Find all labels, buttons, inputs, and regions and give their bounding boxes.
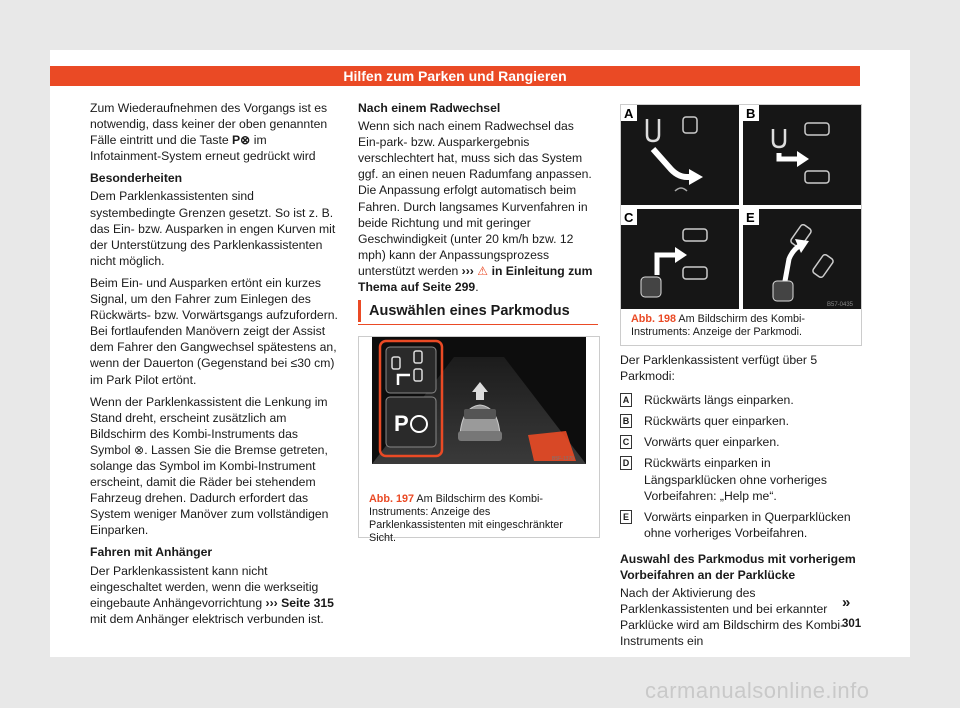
paragraph: Beim Ein- und Ausparken ertönt ein kurzes Signal, um den Fahrer zum Einlegen des Rückwärts- bzw. Vorwärtsgangs aufzufordern. Bei fortlaufenden Manövern zeigt der Assist dem Fahrer den Gangwechsel spätestens an, wenn der Dauerton (Gegenstand bei ≤30 cm) im Park Pilot ertönt. (90, 275, 338, 387)
list-item (620, 455, 860, 503)
text: Vorwärts einparken in Querparklücken ohne vorheriges Vorbeifahren. (644, 509, 851, 540)
figure-code: B57-0435 (827, 302, 854, 308)
figure-198 (620, 104, 862, 346)
text: Rückwärts einparken in Längsparklücken ohne vorheriges Vorbeifahren: „Help me“. (644, 456, 827, 503)
paragraph: Der Parklenkassistent verfügt über 5 Parkmodi: (620, 353, 818, 384)
parking-modes-image (621, 105, 861, 309)
parking-button-icon: P⊗ (232, 133, 251, 148)
text: Der Parklenkassistent kann nicht eingeschaltet werden, wenn die werkseitig eingebaute Anhängevorrichtung (90, 563, 319, 610)
page-reference-link[interactable]: in Einleitung zum Thema auf Seite 299 (358, 263, 593, 295)
figure-number: Abb. 197 (369, 493, 415, 505)
heading-besonderheiten: Besonderheiten (90, 171, 183, 186)
heading-anhaenger: Fahren mit Anhänger (90, 545, 213, 560)
cluster-display-image (372, 337, 586, 464)
figure-number: Abb. 198 (631, 313, 677, 325)
paragraph (90, 100, 340, 164)
text: Vorwärts quer einparken. (644, 435, 780, 450)
watermark: carmanualsonline.info (645, 678, 870, 703)
page-number: 301 (842, 618, 862, 630)
column-3 (620, 352, 860, 656)
text: Wenn der Parklenkassistent die Lenkung im Stand dreht, erscheint zusätzlich am Bildschirm des Kombi-Instruments das Symbol (90, 394, 328, 457)
panel-label: E (746, 210, 755, 225)
parking-modes-illustration (621, 105, 861, 309)
list-item (620, 413, 860, 429)
caption-text: Am Bildschirm des Kombi-Instruments: Anzeige des Parklenkassistenten mit eingeschränkter Sicht. (369, 493, 563, 544)
paragraph: Dem Parklenkassistenten sind systembedingte Grenzen gesetzt. So ist z. B. das Ein- bzw. Ausparken in engen Kurven mit der Unterstützung des Parklenkassistenten nicht möglich. (90, 189, 336, 268)
text: Rückwärts quer einparken. (644, 414, 789, 429)
section-divider (358, 324, 598, 325)
text: im Infotainment-System erneut gedrückt wird (90, 133, 316, 164)
steering-wheel-icon: ⊗ (134, 442, 145, 457)
heading-auswahl: Auswahl des Parkmodus mit vorherigem Vorbeifahren an der Parklücke (620, 551, 856, 583)
figure-code: B5F-1370 (552, 456, 574, 462)
reference-arrows[interactable]: ››› (461, 263, 474, 278)
caption-text: Am Bildschirm des Kombi-Instruments: Anzeige der Parkmodi. (631, 313, 806, 338)
text: Wenn sich nach einem Radwechsel das Ein-park- bzw. Ausparkergebnis verschlechtert hat, muss sich das System ggf. an einen neuen Radumfang anpassen. Die Anpassung erfolgt automatisch beim Fahren. Durch langsames Kurvenfahren in beide Richtung und mit geringer Geschwindigkeit (unter 20 km/h bzw. 12 mph) kann der Anpassungsprozess unterstützt werden (358, 119, 592, 278)
parking-assist-illustration (372, 337, 586, 464)
mode-key: C (620, 435, 632, 449)
parking-mode-icon-box (386, 347, 436, 393)
text: mit dem Anhänger elektrisch verbunden ist. (90, 611, 324, 626)
panel-a (621, 105, 739, 205)
panel-label: A (624, 106, 634, 121)
svg-text:P: P (394, 411, 409, 436)
list-item (620, 509, 860, 541)
continue-marker: » (842, 594, 851, 611)
text: . Lassen Sie die Bremse getreten, solange das Symbol im Kombi-Instrument erscheint, damit die Räder bei stehendem Fahrzeug drehen. Dadurch erfordert das System weniger Manöver zum vollständigen Einparken. (90, 442, 329, 538)
list-item (620, 434, 860, 450)
figure-caption (369, 493, 589, 545)
figure-caption (631, 313, 851, 339)
mode-key: D (620, 456, 632, 470)
page-header: Hilfen zum Parken und Rangieren (50, 66, 860, 86)
paragraph: Wenn sich nach einem Radwechsel das Ein-park- bzw. Ausparkergebnis verschlechtert hat, muss sich das System ggf. an einen neuen Radumfang anpassen. Die Anpassung erfolgt automatisch beim Fahren. Durch langsames Kurvenfahren in beide Richtung und mit geringer Geschwindigkeit (unter 20 km/h bzw. 12 mph) kann der Anpassungsprozess unterstützt werden ››› ⚠ in Einleitung zum Thema auf Seite 299. (358, 119, 593, 295)
section-title: Auswählen eines Parkmodus (358, 300, 609, 322)
warning-icon: ⚠ (477, 263, 489, 278)
list-item (620, 392, 860, 408)
text: Rückwärts längs einparken. (644, 393, 794, 408)
text: Zum Wiederaufnehmen des Vorgangs ist es notwendig, dass keiner der oben genannten Fälle eintritt und die Taste (90, 101, 328, 148)
heading-radwechsel: Nach einem Radwechsel (358, 101, 501, 115)
column-1 (90, 100, 340, 633)
mode-key: E (620, 510, 632, 524)
parking-modes-list (620, 392, 860, 541)
page-reference-link[interactable]: ››› Seite 315 (265, 595, 334, 610)
paragraph (90, 563, 340, 627)
paragraph (90, 394, 340, 539)
mode-key: A (620, 393, 632, 407)
panel-label: B (746, 106, 756, 121)
paragraph: Nach der Aktivierung des Parklenkassistenten und bei erkannter Parklücke wird am Bildschirm des Kombi-Instruments ein (620, 586, 845, 649)
panel-label: C (624, 210, 634, 225)
mode-key: B (620, 414, 632, 428)
column-2 (358, 100, 598, 301)
figure-197 (358, 336, 600, 544)
